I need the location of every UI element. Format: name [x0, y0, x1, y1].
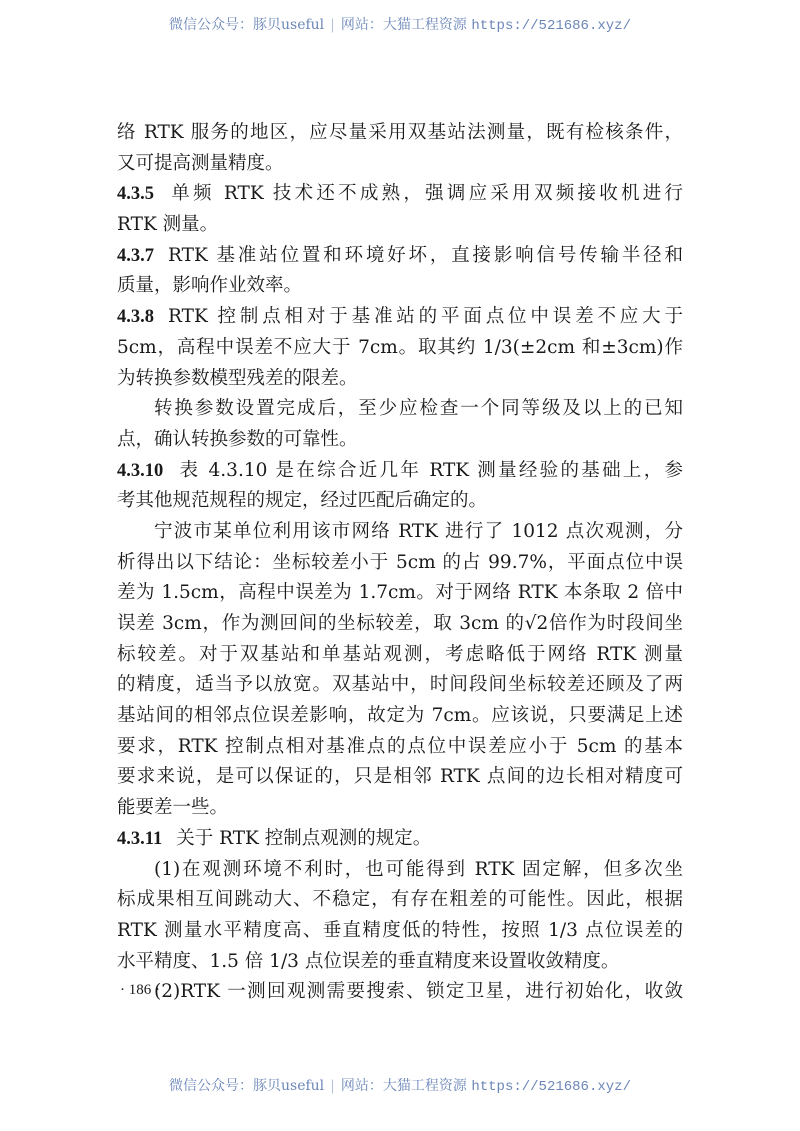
line-text: 为转换参数模型残差的限差。: [117, 367, 358, 389]
line-text: 差为 1.5cm，高程中误差为 1.7cm。对于网络 RTK 本条取 2 倍中: [117, 582, 683, 604]
watermark-separator: |: [330, 1078, 335, 1094]
section-number: 4.3.7: [117, 245, 154, 266]
line-text: RTK 基准站位置和环境好坏，直接影响信号传输半径和: [168, 244, 683, 266]
text-line: [117, 210, 683, 241]
watermark-account: 微信公众号：豚贝useful: [169, 1078, 325, 1094]
line-text: 又可提高测量精度。: [117, 152, 284, 174]
section-number: 4.3.5: [117, 184, 154, 205]
text-line: [117, 762, 683, 793]
text-line: [117, 885, 683, 916]
watermark-bottom: [0, 1075, 800, 1095]
text-line: [117, 609, 683, 640]
text-line: [117, 179, 683, 210]
line-text: 水平精度、1.5 倍 1/3 点位误差的垂直精度来设置收敛精度。: [117, 950, 620, 972]
watermark-site: 网站：大猫工程资源: [340, 1078, 467, 1094]
text-line: [117, 855, 683, 886]
line-text: 能要差一些。: [117, 797, 229, 819]
line-text: 析得出以下结论：坐标较差小于 5cm 的占 99.7%，平面点位中误: [117, 551, 683, 573]
text-line: [117, 118, 683, 149]
text-line: [117, 241, 683, 272]
line-text: 单频 RTK 技术还不成熟，强调应采用双频接收机进行: [168, 183, 683, 205]
line-text: 表 4.3.10 是在综合近几年 RTK 测量经验的基础上，参: [177, 459, 683, 481]
watermark-site: 网站：大猫工程资源: [340, 17, 467, 33]
line-text: 转换参数设置完成后，至少应检查一个同等级及以上的已知: [154, 398, 683, 420]
watermark-url[interactable]: https://521686.xyz/: [471, 1079, 631, 1095]
line-text: 质量，影响作业效率。: [117, 275, 303, 297]
text-line: [117, 732, 683, 763]
text-line: [117, 425, 683, 456]
page-number: · 186 ·: [120, 982, 160, 998]
text-line: [117, 333, 683, 364]
text-line: [117, 824, 683, 855]
line-text: RTK 控制点相对于基准站的平面点位中误差不应大于: [168, 306, 683, 328]
line-text: 标较差。对于双基站和单基站观测，考虑略低于网络 RTK 测量: [117, 643, 683, 665]
watermark-separator: |: [330, 17, 335, 33]
line-text: 宁波市某单位利用该市网络 RTK 进行了 1012 点次观测，分: [154, 520, 683, 542]
line-text: 基站间的相邻点位误差影响，故定为 7cm。应该说，只要满足上述: [117, 705, 683, 727]
text-line: [117, 149, 683, 180]
watermark-account: 微信公众号：豚贝useful: [169, 17, 325, 33]
line-text: 要求，RTK 控制点相对基准点的点位中误差应小于 5cm 的基本: [117, 735, 683, 757]
text-line: [117, 394, 683, 425]
line-text: RTK 测量水平精度高、垂直精度低的特性，按照 1/3 点位误差的: [117, 919, 683, 941]
line-text: 关于 RTK 控制点观测的规定。: [176, 827, 432, 849]
text-line: [117, 947, 683, 978]
line-text: RTK 测量。: [117, 214, 219, 236]
section-number: 4.3.10: [117, 460, 164, 481]
line-text: 误差 3cm，作为测回间的坐标较差，取 3cm 的√2倍作为时段间坐: [117, 613, 683, 634]
text-line: [117, 977, 683, 1008]
section-number: 4.3.8: [117, 307, 154, 328]
text-line: [117, 364, 683, 395]
text-line: [117, 916, 683, 947]
line-text: (1)在观测环境不利时，也可能得到 RTK 固定解，但多次坐: [154, 858, 683, 880]
watermark-top: [0, 14, 800, 34]
text-line: [117, 271, 683, 302]
text-line: [117, 517, 683, 548]
line-text: 考其他规范规程的规定，经过匹配后确定的。: [117, 490, 488, 512]
text-line: [117, 486, 683, 517]
text-line: [117, 670, 683, 701]
line-text: 5cm，高程中误差不应大于 7cm。取其约 1/3(±2cm 和±3cm)作: [117, 336, 683, 358]
text-line: [117, 302, 683, 333]
section-number: 4.3.11: [117, 828, 163, 849]
text-line: [117, 578, 683, 609]
document-body: [117, 118, 683, 1008]
text-line: [117, 456, 683, 487]
line-text: 要求来说，是可以保证的，只是相邻 RTK 点间的边长相对精度可: [117, 766, 683, 788]
line-text: (2)RTK 一测回观测需要搜索、锁定卫星，进行初始化，收敛: [154, 981, 683, 1003]
line-text: 的精度，适当予以放宽。双基站中，时间段间坐标较差还顾及了两: [117, 674, 683, 696]
line-text: 标成果相互间跳动大、不稳定，有存在粗差的可能性。因此，根据: [117, 889, 683, 911]
line-text: 点，确认转换参数的可靠性。: [117, 428, 358, 450]
text-line: [117, 793, 683, 824]
text-line: [117, 640, 683, 671]
line-text: 络 RTK 服务的地区，应尽量采用双基站法测量，既有检核条件，: [117, 122, 683, 143]
text-line: [117, 701, 683, 732]
watermark-url[interactable]: https://521686.xyz/: [471, 18, 631, 34]
text-line: [117, 548, 683, 579]
